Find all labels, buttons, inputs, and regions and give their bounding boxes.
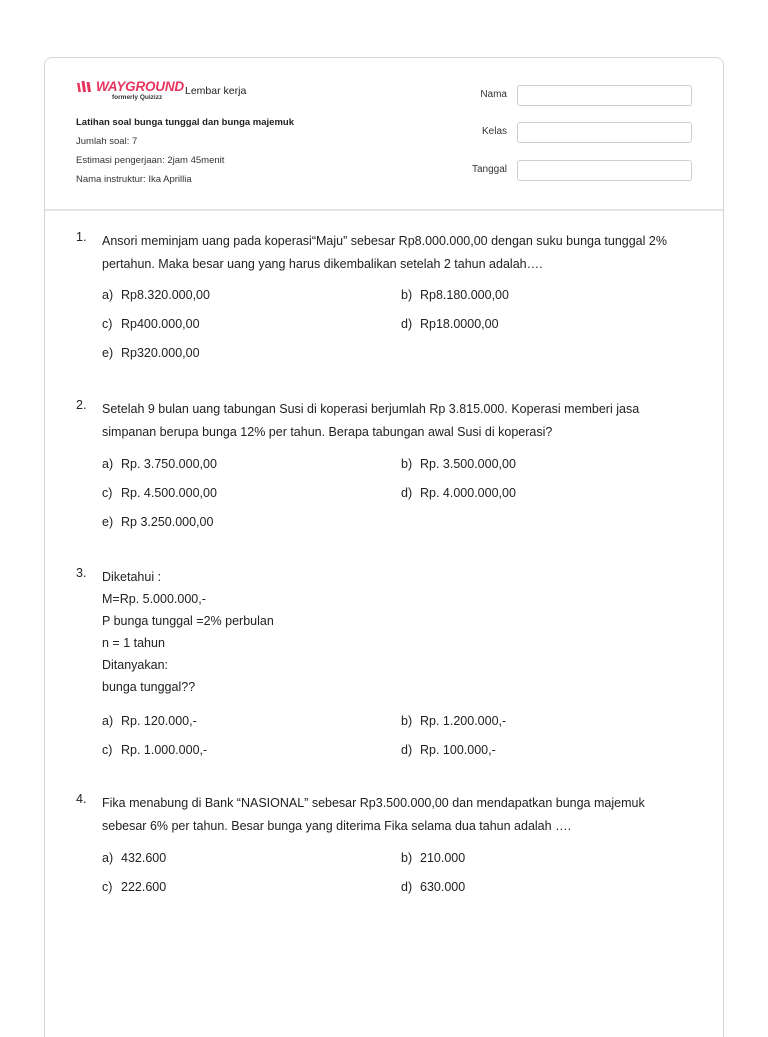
time-estimate: Estimasi pengerjaan: 2jam 45menit [76,155,225,166]
worksheet-title: Latihan soal bunga tunggal dan bunga majemuk [76,117,294,128]
option-a[interactable]: a) Rp. 3.750.000,00 [102,457,217,471]
question-line: n = 1 tahun [102,636,165,650]
class-field[interactable] [517,122,692,143]
option-e[interactable]: e) Rp 3.250.000,00 [102,515,214,529]
worksheet [44,57,724,1037]
question-text [102,566,702,698]
option-a[interactable]: a) Rp. 120.000,- [102,714,197,728]
wayground-logo-icon [76,80,92,94]
brand-subtitle: formerly Quizizz [112,94,163,101]
option-c[interactable]: c) 222.600 [102,880,167,894]
option-b[interactable]: b) Rp. 3.500.000,00 [401,457,516,471]
question-count: Jumlah soal: 7 [76,136,138,147]
worksheet-meta [76,116,294,192]
option-c[interactable]: c) Rp. 4.500.000,00 [102,486,217,500]
question-line: P bunga tunggal =2% perbulan [102,614,274,628]
option-b[interactable]: b) Rp8.180.000,00 [401,288,509,302]
option-e[interactable]: e) Rp320.000,00 [102,346,200,360]
option-c[interactable]: c) Rp400.000,00 [102,317,200,331]
question-line: sebesar 6% per tahun. Besar bunga yang diterima Fika selama dua tahun adalah …. [102,818,572,833]
question-number: 3. [76,566,87,580]
option-d[interactable]: d) Rp. 100.000,- [401,743,496,757]
name-label: Nama [480,89,507,100]
option-d[interactable]: d) Rp. 4.000.000,00 [401,486,516,500]
question-line: Fika menabung di Bank “NASIONAL” sebesar Rp3.500.000,00 dan mendapatkan bunga majemuk [102,796,645,810]
instructor-name: Nama instruktur: Ika Aprillia [76,174,192,185]
option-d[interactable]: d) 630.000 [401,880,466,894]
question-text [102,230,702,275]
question-line: pertahun. Maka besar uang yang harus dikembalikan setelah 2 tahun adalah…. [102,256,543,271]
question-number: 4. [76,792,87,806]
question-number: 1. [76,230,87,244]
question-line: M=Rp. 5.000.000,- [102,592,206,606]
brand-logo [76,80,184,102]
document-type: Lembar kerja [185,85,247,97]
question-line: simpanan berupa bunga 12% per tahun. Berapa tabungan awal Susi di koperasi? [102,424,553,439]
name-field[interactable] [517,85,692,106]
option-a[interactable]: a) 432.600 [102,851,167,865]
class-label: Kelas [481,126,507,137]
question-line: Diketahui : [102,570,162,584]
option-a[interactable]: a) Rp8.320.000,00 [102,288,210,302]
question-line: bunga tunggal?? [102,680,196,694]
question-line: Ditanyakan: [102,658,169,672]
question-text [102,398,702,443]
option-c[interactable]: c) Rp. 1.000.000,- [102,743,208,757]
option-b[interactable]: b) Rp. 1.200.000,- [401,714,507,728]
brand-name: WAYGROUND [96,79,184,94]
option-b[interactable]: b) 210.000 [401,851,466,865]
worksheet-header [45,58,723,211]
question-line: Setelah 9 bulan uang tabungan Susi di koperasi berjumlah Rp 3.815.000. Koperasi memberi jasa [102,402,640,416]
question-text [102,792,702,837]
question-line: Ansori meminjam uang pada koperasi“Maju” sebesar Rp8.000.000,00 dengan suku bunga tunggal 2% [102,234,667,248]
date-field[interactable] [517,160,692,181]
date-label: Tanggal [471,164,507,175]
question-number: 2. [76,398,87,412]
option-d[interactable]: d) Rp18.0000,00 [401,317,499,331]
